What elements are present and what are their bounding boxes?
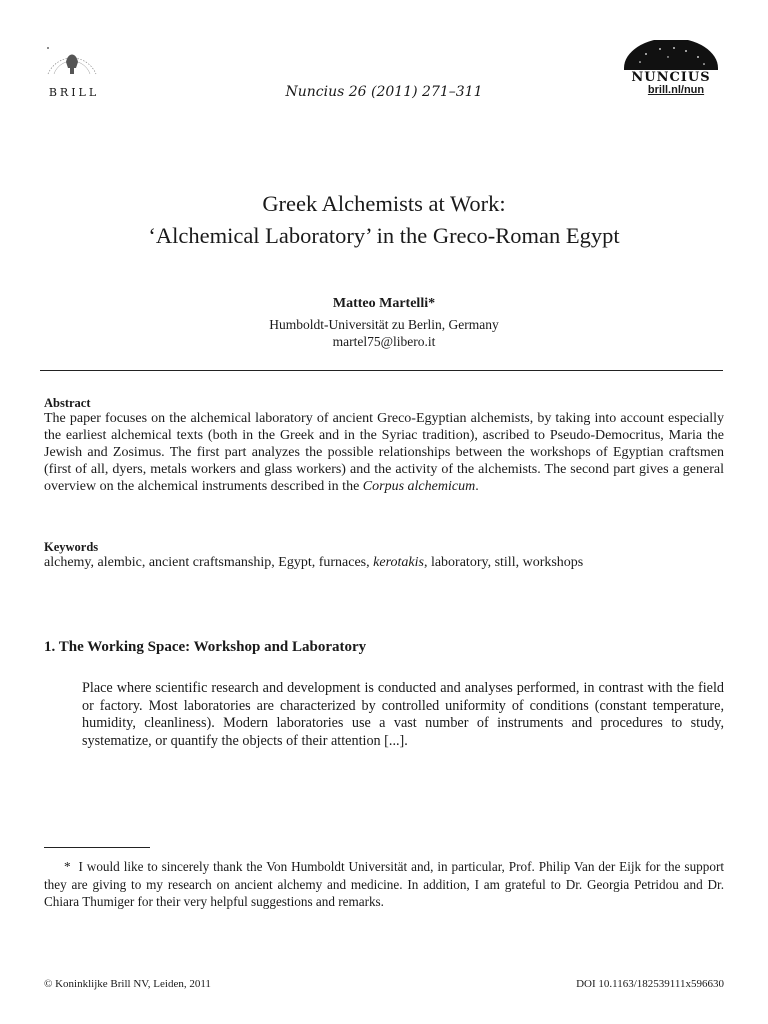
footnote-text: I would like to sincerely thank the Von Humboldt Universität and, in particular, Prof. Philip Van der Eijk for the support they are giving to my research on ancient alchemy and medicine. In addition, I am grateful to Dr. Georgia Petridou and Dr. Chiara Thumiger for their very helpful suggestions and remarks. <box>44 859 724 909</box>
publisher-name: BRILL <box>48 86 100 99</box>
footnote-marker: * <box>64 859 71 874</box>
affiliation: Humboldt-Universität zu Berlin, Germany <box>269 317 499 332</box>
article-title <box>40 188 728 252</box>
author-name: Matteo Martelli* <box>332 296 436 311</box>
abstract-corpus-title: Corpus alchemicum <box>362 478 476 494</box>
nuncius-logo <box>616 40 726 82</box>
footnote-divider <box>44 847 150 848</box>
abstract-end: . <box>475 478 479 494</box>
abstract-text <box>44 411 724 496</box>
abstract-label: Abstract <box>44 396 91 410</box>
journal-url-link[interactable]: brill.nl/nun <box>647 84 705 96</box>
journal-citation: Nuncius 26 (2011) 271–311 <box>285 84 483 100</box>
keyword-kerotakis: kerotakis <box>373 555 424 570</box>
section-heading: 1. The Working Space: Workshop and Laboratory <box>44 639 367 655</box>
header-divider <box>40 370 723 371</box>
keywords-text <box>44 555 724 572</box>
keywords-label: Keywords <box>44 540 99 554</box>
doi-identifier: DOI 10.1163/182539111x596630 <box>576 978 724 990</box>
keywords-after: , laboratory, still, workshops <box>423 555 584 570</box>
title-line-2: ‘Alchemical Laboratory’ in the Greco-Roman Egypt <box>148 223 620 248</box>
author-email[interactable]: martel75@libero.it <box>332 334 436 349</box>
nuncius-logo-text: NUNCIUS <box>631 70 711 82</box>
author-affiliation-block <box>40 316 728 350</box>
keywords-before: alchemy, alembic, ancient craftsmanship, Egypt, furnaces, <box>44 555 374 570</box>
copyright-notice: © Koninklijke Brill NV, Leiden, 2011 <box>44 978 211 990</box>
brill-seal-logo <box>40 34 104 84</box>
block-quote: Place where scientific research and development is conducted and analyses performed, in contrast with the field or factory. Most laboratories are characterized by controlled uniformity of conditions (constant temperature, humidity, cleanliness). Modern laboratories use a vast number of instruments and procedures to study, systematize, or quantify the objects of their attention [...]. <box>82 680 724 749</box>
footnote <box>44 858 724 911</box>
title-line-1: Greek Alchemists at Work: <box>262 191 506 216</box>
abstract-body: The paper focuses on the alchemical laboratory of ancient Greco-Egyptian alchemists, by taking into account especially the earliest alchemical texts (both in the Greek and in the Syriac tradition), ascribed to Pseudo-Democritus, Maria the Jewish and Zosimus. The first part analyzes the possible relationships between the workshops of Egyptian craftsmen (first of all, dyers, metals workers and glass workers) and the activity of the alchemists. The second part gives a general overview on the alchemical instruments described in the <box>44 411 724 494</box>
